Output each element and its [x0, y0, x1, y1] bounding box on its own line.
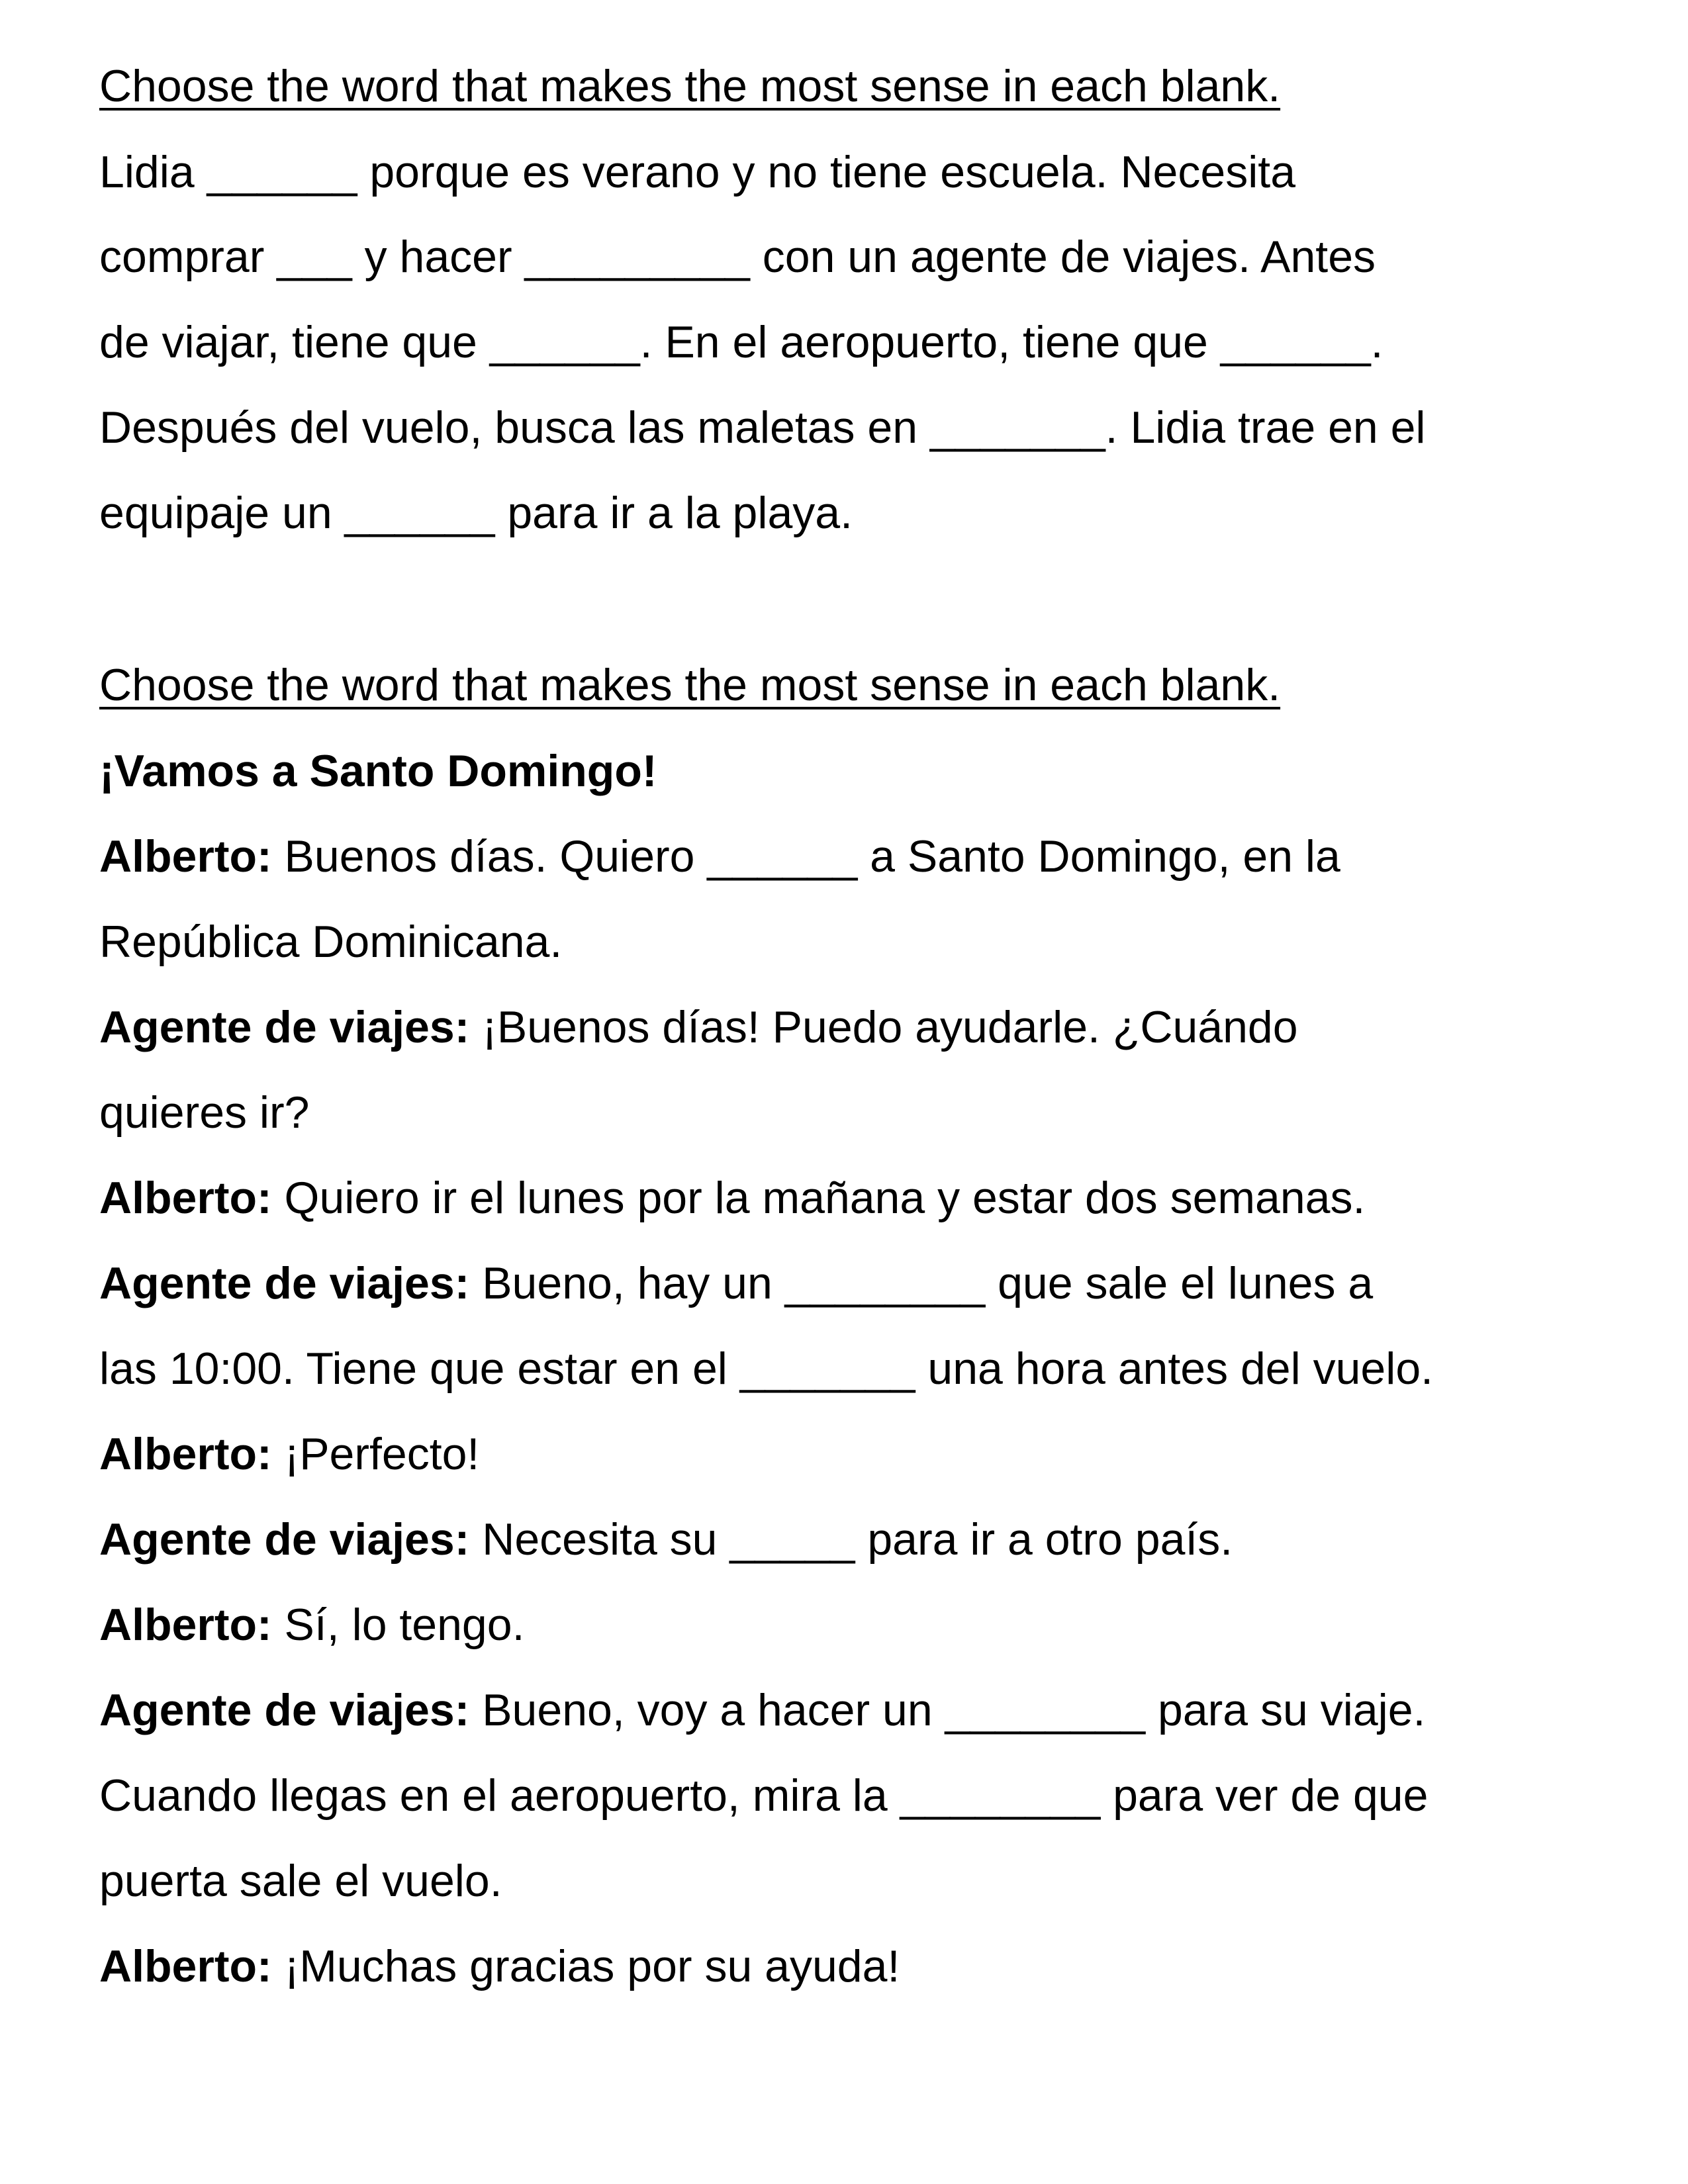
dialogue-text: ¡Perfecto! — [271, 1429, 480, 1479]
dialogue-text: Necesita su _____ para ir a otro país. — [469, 1514, 1233, 1565]
speaker-label: Alberto: — [99, 1600, 272, 1650]
dialogue-line — [99, 1342, 1433, 1395]
section1-instruction: Choose the word that makes the most sense in each blank. — [99, 61, 1281, 111]
speaker-label: Agente de viajes: — [99, 1258, 470, 1308]
dialogue-text: República Dominicana. — [99, 917, 563, 967]
section2-instruction: Choose the word that makes the most sense in each blank. — [99, 660, 1281, 710]
speaker-label: Agente de viajes: — [99, 1685, 470, 1735]
dialogue-text: ¡Buenos días! Puedo ayudarle. ¿Cuándo — [469, 1002, 1298, 1052]
dialogue-title: ¡Vamos a Santo Domingo! — [99, 746, 657, 796]
dialogue-line — [99, 1684, 1425, 1737]
section1-line-4: Después del vuelo, busca las maletas en _______. Lidia trae en el — [99, 402, 1426, 453]
speaker-label: Alberto: — [99, 1173, 272, 1223]
dialogue-text: Bueno, voy a hacer un ________ para su viaje. — [469, 1685, 1426, 1735]
dialogue-text: puerta sale el vuelo. — [99, 1856, 502, 1906]
dialogue-text: Quiero ir el lunes por la mañana y estar dos semanas. — [271, 1173, 1366, 1223]
speaker-label: Alberto: — [99, 831, 272, 882]
section1-line-3: de viajar, tiene que ______. En el aeropuerto, tiene que ______. — [99, 317, 1383, 367]
dialogue-text: Cuando llegas en el aeropuerto, mira la ________ para ver de que — [99, 1770, 1429, 1821]
dialogue-text: Buenos días. Quiero ______ a Santo Domingo, en la — [271, 831, 1340, 882]
dialogue-text: las 10:00. Tiene que estar en el _______ una hora antes del vuelo. — [99, 1343, 1434, 1394]
dialogue-line — [99, 1086, 310, 1139]
section1-line-2: comprar ___ y hacer _________ con un agente de viajes. Antes — [99, 232, 1376, 282]
dialogue-text: Sí, lo tengo. — [271, 1600, 525, 1650]
speaker-label: Agente de viajes: — [99, 1514, 470, 1565]
dialogue-text: quieres ir? — [99, 1087, 310, 1138]
speaker-label: Agente de viajes: — [99, 1002, 470, 1052]
section1-line-5: equipaje un ______ para ir a la playa. — [99, 488, 853, 538]
dialogue-line — [99, 1428, 479, 1480]
dialogue-line — [99, 830, 1340, 883]
section1-line-1: Lidia ______ porque es verano y no tiene escuela. Necesita — [99, 147, 1296, 197]
dialogue-text: Bueno, hay un ________ que sale el lunes a — [469, 1258, 1374, 1308]
dialogue-line — [99, 915, 562, 968]
dialogue-line — [99, 1940, 900, 1993]
speaker-label: Alberto: — [99, 1429, 272, 1479]
dialogue-line — [99, 1598, 524, 1651]
dialogue-line — [99, 1001, 1298, 1054]
dialogue-line — [99, 1171, 1365, 1224]
speaker-label: Alberto: — [99, 1941, 272, 1991]
dialogue-line — [99, 1513, 1233, 1566]
dialogue-text: ¡Muchas gracias por su ayuda! — [271, 1941, 900, 1991]
dialogue-line — [99, 1854, 502, 1907]
dialogue-line — [99, 1257, 1373, 1310]
dialogue-line — [99, 1769, 1428, 1822]
